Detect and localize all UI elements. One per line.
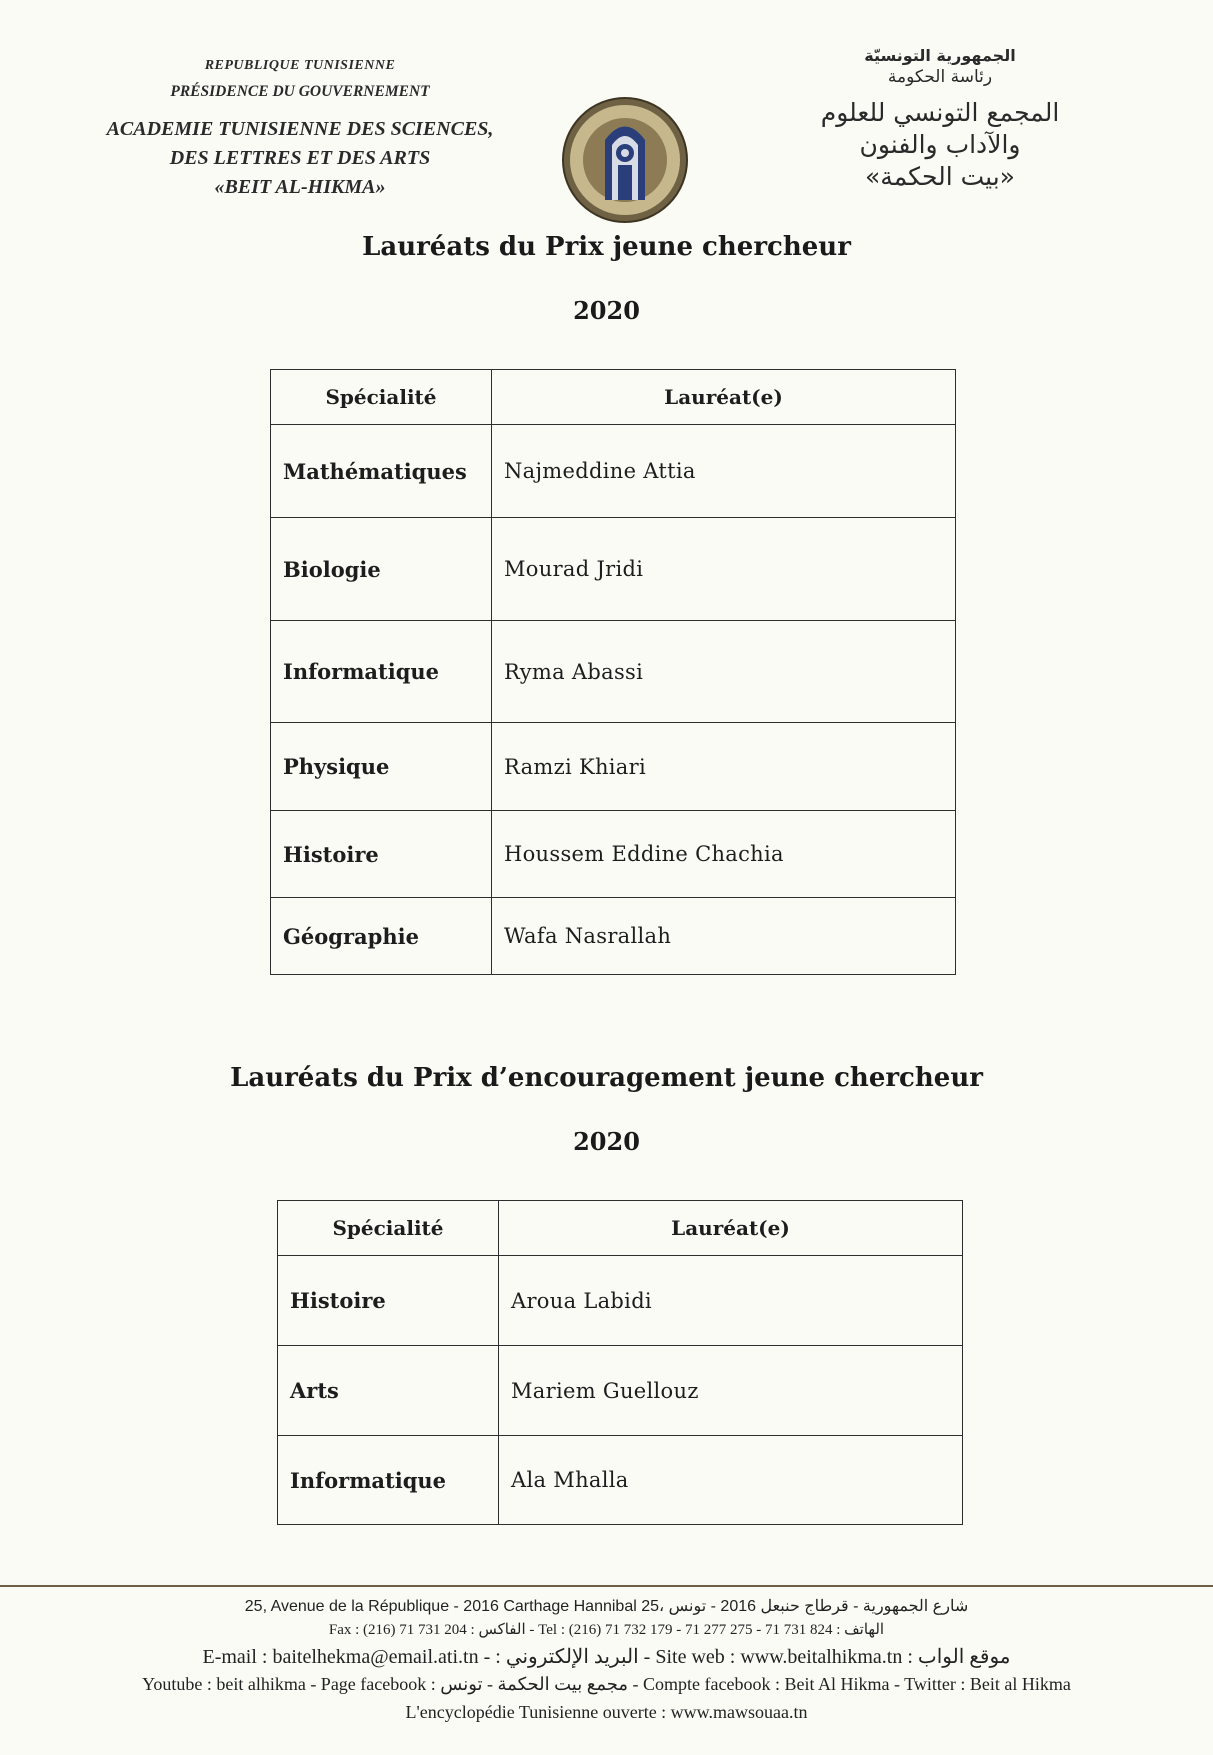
column-header-specialty: Spécialité xyxy=(271,370,492,425)
academy-name-ar-line2: والآداب والفنون xyxy=(859,130,1021,159)
column-header-laureate: Lauréat(e) xyxy=(499,1201,963,1256)
table-row xyxy=(271,518,956,621)
table-row xyxy=(278,1256,963,1346)
footer-social-links: Youtube : beit alhikma - Page facebook : مجمع بيت الحكمة - تونس - Compte facebook : Beit Al Hikma - Twitter : Beit al Hikma xyxy=(142,1674,1071,1694)
footer-encyclopedia: L'encyclopédie Tunisienne ouverte : www.mawsouaa.tn xyxy=(405,1702,808,1722)
section1-year: 2020 xyxy=(573,296,640,325)
table-header-row xyxy=(278,1201,963,1256)
specialty-cell: Géographie xyxy=(271,898,492,975)
academy-name-ar-line3: «بيت الحكمة» xyxy=(865,162,1015,191)
laureate-cell: Ryma Abassi xyxy=(492,621,956,723)
column-header-laureate: Lauréat(e) xyxy=(492,370,956,425)
laureate-cell: Wafa Nasrallah xyxy=(492,898,956,975)
section2-title: Lauréats du Prix d’encouragement jeune chercheur xyxy=(230,1063,983,1093)
academy-name-ar-line1: المجمع التونسي للعلوم xyxy=(820,98,1060,127)
laureate-cell: Mariem Guellouz xyxy=(499,1346,963,1436)
specialty-cell: Biologie xyxy=(271,518,492,621)
section2-year: 2020 xyxy=(573,1127,640,1156)
table-row xyxy=(271,621,956,723)
laureate-cell: Mourad Jridi xyxy=(492,518,956,621)
footer-divider xyxy=(0,1585,1213,1587)
laureates-table-1 xyxy=(270,369,956,975)
laureate-cell: Houssem Eddine Chachia xyxy=(492,811,956,898)
table-row xyxy=(278,1436,963,1525)
specialty-cell: Histoire xyxy=(278,1256,499,1346)
republic-label-ar: الجمهورية التونسيّة xyxy=(864,46,1016,65)
specialty-cell: Arts xyxy=(278,1346,499,1436)
table-header-row xyxy=(271,370,956,425)
specialty-cell: Mathématiques xyxy=(271,425,492,518)
table-row xyxy=(271,811,956,898)
presidency-label: PRÉSIDENCE DU GOUVERNEMENT xyxy=(170,83,430,100)
academy-name-line2: DES LETTRES ET DES ARTS xyxy=(169,147,431,169)
academy-seal-logo xyxy=(560,95,690,225)
laureate-cell: Ala Mhalla xyxy=(499,1436,963,1525)
academy-name-line3: «BEIT AL-HIKMA» xyxy=(214,176,386,198)
table-row xyxy=(278,1346,963,1436)
column-header-specialty: Spécialité xyxy=(278,1201,499,1256)
header-left xyxy=(80,58,520,202)
footer-address: 25, Avenue de la République - 2016 Carthage Hannibal 25، شارع الجمهورية - قرطاج حنبعل 2016 - تونس xyxy=(244,1598,969,1615)
presidency-label-ar: رئاسة الحكومة xyxy=(887,67,993,87)
specialty-cell: Histoire xyxy=(271,811,492,898)
republic-label: REPUBLIQUE TUNISIENNE xyxy=(204,58,396,73)
table-row xyxy=(271,898,956,975)
laureate-cell: Najmeddine Attia xyxy=(492,425,956,518)
footer-phones: Fax : (216) 71 731 204 : الفاكس - Tel : (216) 71 732 179 - 71 277 275 - 71 731 824 : الهاتف xyxy=(328,1622,885,1638)
specialty-cell: Informatique xyxy=(271,621,492,723)
footer xyxy=(0,1596,1213,1730)
footer-email-website: E-mail : baitelhekma@email.ati.tn - : البريد الإلكتروني - Site web : www.beitalhikma.tn : موقع الواب xyxy=(202,1646,1011,1668)
section1-title: Lauréats du Prix jeune chercheur xyxy=(362,232,851,262)
academy-name-line1: ACADEMIE TUNISIENNE DES SCIENCES, xyxy=(106,118,494,140)
laureate-cell: Ramzi Khiari xyxy=(492,723,956,811)
table-row xyxy=(271,425,956,518)
laureate-cell: Aroua Labidi xyxy=(499,1256,963,1346)
table-row xyxy=(271,723,956,811)
header-right xyxy=(760,46,1120,193)
laureates-table-2 xyxy=(277,1200,963,1525)
specialty-cell: Physique xyxy=(271,723,492,811)
specialty-cell: Informatique xyxy=(278,1436,499,1525)
